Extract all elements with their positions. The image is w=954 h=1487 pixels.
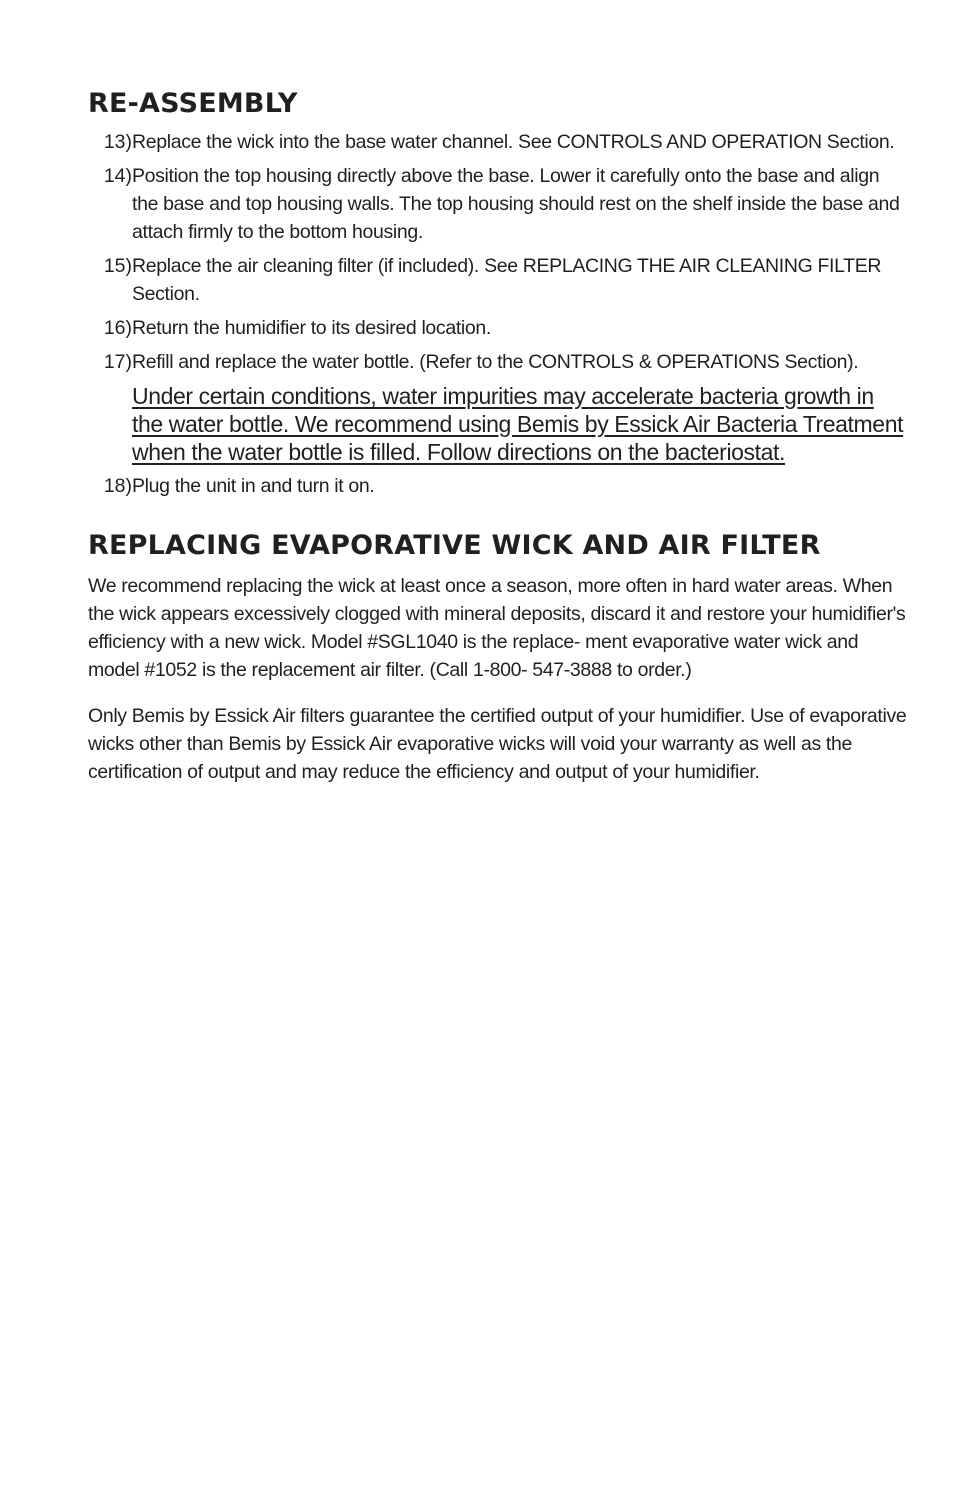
step-body: [132, 252, 908, 308]
step-15: [88, 252, 908, 308]
reassembly-section: [88, 86, 908, 500]
step-body: [132, 162, 908, 246]
step-number: 15): [103, 255, 132, 277]
step-18: [88, 472, 908, 500]
step-number: 18): [103, 475, 132, 497]
bacteria-warning-note: Under certain conditions, water impurities may accelerate bacteria growth in the water bottle. We recommend using Bemis by Essick Air Bacteria Treatment when the water bottle is filled. Follow directions on the bacteriostat.: [132, 383, 904, 465]
step-text: Plug the unit in and turn it on.: [132, 475, 375, 497]
reassembly-heading: RE-ASSEMBLY: [88, 88, 298, 119]
step-number: 13): [103, 131, 132, 153]
step-number: 14): [103, 165, 132, 187]
step-text: Return the humidifier to its desired location.: [132, 317, 491, 339]
step-17: [88, 348, 908, 466]
step-text: Refill and replace the water bottle. (Refer to the CONTROLS & OPERATIONS Section).: [132, 351, 859, 373]
reassembly-steps: [88, 128, 908, 500]
step-body: [132, 128, 908, 156]
step-text: Position the top housing directly above the base. Lower it carefully onto the base and align the base and top housing walls. The top housing should rest on the shelf inside the base and attach firmly to the bottom housing.: [132, 165, 900, 243]
step-14: [88, 162, 908, 246]
step-body: [132, 314, 908, 342]
step-16: [88, 314, 908, 342]
manual-page: [88, 86, 908, 786]
replacing-heading: REPLACING EVAPORATIVE WICK AND AIR FILTER: [88, 530, 821, 561]
step-number: 16): [103, 317, 132, 339]
step-13: [88, 128, 908, 156]
step-number: 17): [103, 351, 132, 373]
step-text: Replace the wick into the base water channel. See CONTROLS AND OPERATION Section.: [132, 131, 895, 153]
step-body: [132, 348, 908, 466]
step-body: [132, 472, 908, 500]
wick-replacement-paragraph: We recommend replacing the wick at least once a season, more often in hard water areas. When the wick appears excessively clogged with mineral deposits, discard it and restore your humidifier's efficiency with a new wick. Model #SGL1040 is the replace- ment evaporative water wick and model #1052 is the replacement air filter. (Call 1-800- 547-3888 to order.): [88, 575, 906, 681]
warranty-paragraph: Only Bemis by Essick Air filters guarantee the certified output of your humidifier. Use of evaporative wicks other than Bemis by Essick Air evaporative wicks will void your warranty as well as the certification of output and may reduce the efficiency and output of your humidifier.: [88, 705, 907, 783]
replacing-section: [88, 528, 908, 786]
step-text: Replace the air cleaning filter (if included). See REPLACING THE AIR CLEANING FILTER Section.: [132, 255, 882, 305]
